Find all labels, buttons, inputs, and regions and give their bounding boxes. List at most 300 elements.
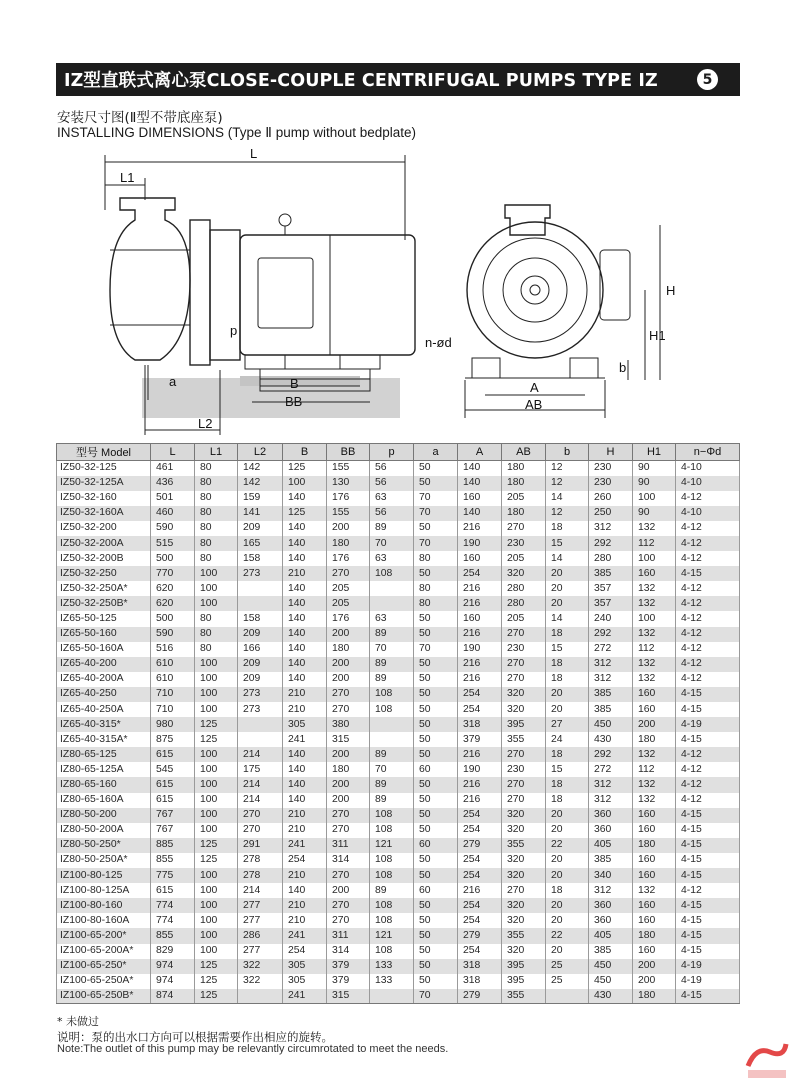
value-cell: 165 <box>238 536 283 551</box>
value-cell: 100 <box>195 566 238 581</box>
value-cell: 108 <box>370 687 414 702</box>
value-cell: 24 <box>546 732 589 747</box>
value-cell: 4-15 <box>676 944 740 959</box>
value-cell: 160 <box>458 611 502 626</box>
value-cell: 100 <box>195 581 238 596</box>
value-cell: 4-12 <box>676 672 740 687</box>
value-cell: 50 <box>414 657 458 672</box>
value-cell: 210 <box>283 808 327 823</box>
value-cell: 590 <box>151 521 195 536</box>
value-cell: 50 <box>414 868 458 883</box>
value-cell: 885 <box>151 838 195 853</box>
value-cell: 50 <box>414 808 458 823</box>
value-cell: 108 <box>370 913 414 928</box>
value-cell: 20 <box>546 868 589 883</box>
value-cell: 380 <box>327 717 370 732</box>
value-cell: 4-12 <box>676 491 740 506</box>
value-cell: 15 <box>546 762 589 777</box>
dim-label-b: b <box>619 360 627 375</box>
value-cell: 305 <box>283 959 327 974</box>
value-cell: 100 <box>195 808 238 823</box>
value-cell: 80 <box>195 611 238 626</box>
model-cell: IZ65-40-250A <box>57 702 151 717</box>
value-cell: 20 <box>546 808 589 823</box>
value-cell: 140 <box>283 596 327 611</box>
value-cell: 385 <box>589 566 633 581</box>
value-cell: 22 <box>546 838 589 853</box>
value-cell: 90 <box>633 476 676 491</box>
model-cell: IZ50-32-250B* <box>57 596 151 611</box>
value-cell: 241 <box>283 838 327 853</box>
value-cell: 56 <box>370 476 414 491</box>
value-cell: 320 <box>502 687 546 702</box>
table-row <box>57 732 740 747</box>
model-cell: IZ100-65-250* <box>57 959 151 974</box>
value-cell: 254 <box>458 944 502 959</box>
value-cell: 4-15 <box>676 732 740 747</box>
footnote-star: * 未做过 <box>57 1015 99 1028</box>
value-cell: 180 <box>502 461 546 476</box>
value-cell: 774 <box>151 913 195 928</box>
value-cell: 545 <box>151 762 195 777</box>
value-cell: 209 <box>238 627 283 642</box>
value-cell: 20 <box>546 913 589 928</box>
value-cell: 615 <box>151 883 195 898</box>
value-cell: 270 <box>327 566 370 581</box>
value-cell: 270 <box>238 823 283 838</box>
value-cell: 155 <box>327 461 370 476</box>
value-cell: 140 <box>283 657 327 672</box>
value-cell: 216 <box>458 747 502 762</box>
dimensions-table <box>56 443 740 1004</box>
value-cell: 210 <box>283 687 327 702</box>
value-cell: 4-10 <box>676 506 740 521</box>
table-row <box>57 702 740 717</box>
value-cell: 125 <box>283 506 327 521</box>
value-cell <box>238 717 283 732</box>
value-cell: 340 <box>589 868 633 883</box>
value-cell: 357 <box>589 596 633 611</box>
value-cell: 279 <box>458 928 502 943</box>
value-cell: 385 <box>589 702 633 717</box>
value-cell: 80 <box>414 581 458 596</box>
value-cell: 395 <box>502 717 546 732</box>
value-cell: 4-15 <box>676 702 740 717</box>
value-cell: 216 <box>458 596 502 611</box>
model-cell: IZ50-32-200 <box>57 521 151 536</box>
value-cell: 318 <box>458 959 502 974</box>
value-cell: 50 <box>414 959 458 974</box>
value-cell: 89 <box>370 883 414 898</box>
value-cell: 200 <box>327 521 370 536</box>
value-cell: 4-15 <box>676 853 740 868</box>
value-cell <box>238 732 283 747</box>
value-cell: 70 <box>414 989 458 1004</box>
value-cell: 89 <box>370 657 414 672</box>
value-cell: 133 <box>370 959 414 974</box>
value-cell: 4-15 <box>676 989 740 1004</box>
value-cell: 175 <box>238 762 283 777</box>
value-cell: 461 <box>151 461 195 476</box>
value-cell: 4-12 <box>676 611 740 626</box>
model-cell: IZ65-50-160A <box>57 642 151 657</box>
value-cell: 60 <box>414 762 458 777</box>
value-cell: 460 <box>151 506 195 521</box>
model-cell: IZ65-40-200A <box>57 672 151 687</box>
value-cell: 100 <box>633 611 676 626</box>
value-cell: 14 <box>546 551 589 566</box>
dim-label-L: L <box>250 146 258 161</box>
value-cell: 100 <box>195 913 238 928</box>
value-cell: 90 <box>633 506 676 521</box>
value-cell: 50 <box>414 672 458 687</box>
value-cell: 140 <box>283 581 327 596</box>
value-cell: 132 <box>633 883 676 898</box>
model-cell: IZ100-65-250A* <box>57 974 151 989</box>
model-cell: IZ50-32-250 <box>57 566 151 581</box>
value-cell: 620 <box>151 581 195 596</box>
value-cell: 100 <box>633 491 676 506</box>
table-row <box>57 793 740 808</box>
section-subtitle-cn: 安装尺寸图(Ⅱ型不带底座泵) <box>57 110 223 126</box>
footnote-cn: 说明：泵的出水口方向可以根据需要作出相应的旋转。 <box>57 1030 333 1044</box>
value-cell: 214 <box>238 793 283 808</box>
value-cell: 292 <box>589 536 633 551</box>
value-cell: 160 <box>633 702 676 717</box>
value-cell: 385 <box>589 944 633 959</box>
value-cell: 18 <box>546 777 589 792</box>
value-cell: 50 <box>414 687 458 702</box>
value-cell: 216 <box>458 672 502 687</box>
value-cell: 209 <box>238 657 283 672</box>
value-cell: 615 <box>151 747 195 762</box>
value-cell: 205 <box>327 581 370 596</box>
value-cell: 56 <box>370 461 414 476</box>
value-cell <box>238 596 283 611</box>
table-row <box>57 928 740 943</box>
value-cell: 216 <box>458 883 502 898</box>
value-cell: 20 <box>546 687 589 702</box>
value-cell: 140 <box>283 491 327 506</box>
value-cell: 70 <box>414 642 458 657</box>
value-cell: 50 <box>414 853 458 868</box>
value-cell: 254 <box>458 566 502 581</box>
value-cell: 214 <box>238 883 283 898</box>
value-cell: 50 <box>414 627 458 642</box>
value-cell: 311 <box>327 928 370 943</box>
value-cell: 20 <box>546 702 589 717</box>
value-cell: 140 <box>283 747 327 762</box>
value-cell: 279 <box>458 989 502 1004</box>
model-cell: IZ65-40-315* <box>57 717 151 732</box>
table-header-cell: B <box>283 444 327 461</box>
value-cell: 318 <box>458 974 502 989</box>
value-cell: 190 <box>458 536 502 551</box>
value-cell: 615 <box>151 777 195 792</box>
value-cell: 70 <box>414 536 458 551</box>
value-cell: 305 <box>283 974 327 989</box>
value-cell: 140 <box>283 762 327 777</box>
value-cell: 100 <box>195 777 238 792</box>
value-cell: 60 <box>414 838 458 853</box>
value-cell: 50 <box>414 944 458 959</box>
value-cell: 176 <box>327 551 370 566</box>
table-row <box>57 777 740 792</box>
value-cell: 125 <box>195 838 238 853</box>
value-cell: 292 <box>589 627 633 642</box>
value-cell: 155 <box>327 506 370 521</box>
value-cell: 108 <box>370 853 414 868</box>
value-cell: 980 <box>151 717 195 732</box>
value-cell: 855 <box>151 928 195 943</box>
value-cell: 140 <box>283 551 327 566</box>
model-cell: IZ80-50-200A <box>57 823 151 838</box>
value-cell: 70 <box>370 642 414 657</box>
table-row <box>57 521 740 536</box>
value-cell: 4-12 <box>676 536 740 551</box>
model-cell: IZ100-65-250B* <box>57 989 151 1004</box>
value-cell: 27 <box>546 717 589 732</box>
value-cell: 160 <box>633 823 676 838</box>
model-cell: IZ80-65-160A <box>57 793 151 808</box>
value-cell: 240 <box>589 611 633 626</box>
value-cell: 450 <box>589 717 633 732</box>
value-cell: 450 <box>589 974 633 989</box>
table-row <box>57 672 740 687</box>
value-cell: 355 <box>502 989 546 1004</box>
value-cell: 176 <box>327 491 370 506</box>
value-cell: 320 <box>502 566 546 581</box>
value-cell: 615 <box>151 793 195 808</box>
value-cell: 180 <box>327 762 370 777</box>
value-cell: 216 <box>458 627 502 642</box>
table-body <box>57 461 740 1004</box>
table-row <box>57 898 740 913</box>
value-cell: 80 <box>414 551 458 566</box>
value-cell: 50 <box>414 793 458 808</box>
value-cell: 312 <box>589 521 633 536</box>
value-cell: 4-12 <box>676 777 740 792</box>
value-cell: 357 <box>589 581 633 596</box>
watermark-logo-icon <box>744 1036 790 1082</box>
value-cell: 63 <box>370 611 414 626</box>
table-header-cell: BB <box>327 444 370 461</box>
value-cell: 272 <box>589 762 633 777</box>
value-cell: 610 <box>151 672 195 687</box>
value-cell: 112 <box>633 536 676 551</box>
value-cell: 320 <box>502 898 546 913</box>
value-cell: 80 <box>195 506 238 521</box>
value-cell: 132 <box>633 521 676 536</box>
model-cell: IZ65-40-250 <box>57 687 151 702</box>
value-cell: 14 <box>546 611 589 626</box>
value-cell: 250 <box>589 506 633 521</box>
value-cell: 100 <box>195 823 238 838</box>
value-cell: 180 <box>327 536 370 551</box>
value-cell: 125 <box>195 853 238 868</box>
value-cell: 20 <box>546 581 589 596</box>
value-cell: 125 <box>195 989 238 1004</box>
value-cell: 320 <box>502 853 546 868</box>
value-cell: 12 <box>546 506 589 521</box>
value-cell: 18 <box>546 672 589 687</box>
value-cell: 112 <box>633 762 676 777</box>
value-cell: 516 <box>151 642 195 657</box>
dim-label-A: A <box>530 380 539 395</box>
value-cell: 205 <box>327 596 370 611</box>
value-cell: 205 <box>502 551 546 566</box>
value-cell: 108 <box>370 898 414 913</box>
value-cell: 56 <box>370 506 414 521</box>
value-cell: 200 <box>327 747 370 762</box>
value-cell <box>370 989 414 1004</box>
table-header-cell: p <box>370 444 414 461</box>
value-cell: 140 <box>283 777 327 792</box>
value-cell: 108 <box>370 868 414 883</box>
value-cell: 320 <box>502 808 546 823</box>
page-title-bar <box>56 63 740 96</box>
value-cell: 100 <box>195 898 238 913</box>
table-row <box>57 974 740 989</box>
value-cell: 89 <box>370 627 414 642</box>
table-row <box>57 959 740 974</box>
value-cell: 355 <box>502 732 546 747</box>
value-cell: 100 <box>195 596 238 611</box>
value-cell <box>370 581 414 596</box>
value-cell: 108 <box>370 808 414 823</box>
value-cell: 4-19 <box>676 974 740 989</box>
value-cell: 200 <box>327 627 370 642</box>
value-cell: 100 <box>195 928 238 943</box>
value-cell: 4-12 <box>676 747 740 762</box>
value-cell: 160 <box>633 868 676 883</box>
value-cell: 515 <box>151 536 195 551</box>
value-cell: 875 <box>151 732 195 747</box>
table-header-cell: a <box>414 444 458 461</box>
table-row <box>57 868 740 883</box>
value-cell: 100 <box>195 747 238 762</box>
ground-foundation <box>142 376 400 418</box>
value-cell: 4-12 <box>676 521 740 536</box>
value-cell: 18 <box>546 521 589 536</box>
value-cell: 200 <box>327 777 370 792</box>
value-cell: 270 <box>327 702 370 717</box>
model-cell: IZ65-50-160 <box>57 627 151 642</box>
value-cell: 80 <box>195 521 238 536</box>
table-row <box>57 596 740 611</box>
value-cell: 80 <box>195 627 238 642</box>
value-cell: 254 <box>458 898 502 913</box>
table-row <box>57 913 740 928</box>
model-cell: IZ100-65-200* <box>57 928 151 943</box>
value-cell: 20 <box>546 853 589 868</box>
value-cell: 89 <box>370 777 414 792</box>
value-cell: 132 <box>633 627 676 642</box>
value-cell: 160 <box>633 808 676 823</box>
value-cell: 590 <box>151 627 195 642</box>
dim-label-H: H <box>666 283 676 298</box>
value-cell: 108 <box>370 566 414 581</box>
value-cell: 286 <box>238 928 283 943</box>
value-cell: 314 <box>327 853 370 868</box>
model-cell: IZ50-32-250A* <box>57 581 151 596</box>
value-cell: 160 <box>458 491 502 506</box>
value-cell: 80 <box>195 476 238 491</box>
value-cell: 210 <box>283 898 327 913</box>
table-row <box>57 642 740 657</box>
value-cell: 315 <box>327 732 370 747</box>
value-cell: 974 <box>151 974 195 989</box>
dim-label-a: a <box>169 374 177 389</box>
value-cell: 500 <box>151 611 195 626</box>
value-cell: 80 <box>195 461 238 476</box>
installation-drawing <box>80 140 730 440</box>
value-cell: 50 <box>414 732 458 747</box>
model-cell: IZ65-50-125 <box>57 611 151 626</box>
value-cell: 4-12 <box>676 883 740 898</box>
model-cell: IZ80-65-160 <box>57 777 151 792</box>
value-cell: 254 <box>458 808 502 823</box>
value-cell: 216 <box>458 777 502 792</box>
value-cell: 855 <box>151 853 195 868</box>
value-cell: 132 <box>633 672 676 687</box>
value-cell <box>238 581 283 596</box>
value-cell: 121 <box>370 928 414 943</box>
value-cell: 500 <box>151 551 195 566</box>
value-cell: 125 <box>195 717 238 732</box>
value-cell: 4-12 <box>676 596 740 611</box>
value-cell: 20 <box>546 944 589 959</box>
value-cell: 273 <box>238 566 283 581</box>
value-cell: 450 <box>589 959 633 974</box>
value-cell: 4-15 <box>676 868 740 883</box>
value-cell: 254 <box>458 702 502 717</box>
table-row <box>57 687 740 702</box>
value-cell: 270 <box>502 747 546 762</box>
value-cell: 230 <box>589 461 633 476</box>
value-cell: 360 <box>589 808 633 823</box>
value-cell: 63 <box>370 491 414 506</box>
value-cell: 4-12 <box>676 762 740 777</box>
value-cell: 132 <box>633 793 676 808</box>
value-cell: 216 <box>458 657 502 672</box>
value-cell: 320 <box>502 823 546 838</box>
value-cell: 210 <box>283 566 327 581</box>
footnote-en: Note:The outlet of this pump may be relevantly circumrotated to meet the needs. <box>57 1043 449 1055</box>
value-cell: 132 <box>633 777 676 792</box>
value-cell: 50 <box>414 928 458 943</box>
table-header-cell: A <box>458 444 502 461</box>
value-cell: 140 <box>283 793 327 808</box>
value-cell: 270 <box>327 808 370 823</box>
value-cell: 89 <box>370 521 414 536</box>
value-cell: 50 <box>414 476 458 491</box>
value-cell: 130 <box>327 476 370 491</box>
value-cell: 430 <box>589 989 633 1004</box>
value-cell: 280 <box>502 581 546 596</box>
value-cell: 50 <box>414 717 458 732</box>
value-cell: 160 <box>633 566 676 581</box>
model-cell: IZ50-32-200A <box>57 536 151 551</box>
value-cell: 230 <box>502 536 546 551</box>
table-row <box>57 808 740 823</box>
table-row <box>57 611 740 626</box>
model-cell: IZ80-65-125A <box>57 762 151 777</box>
model-cell: IZ80-50-250A* <box>57 853 151 868</box>
value-cell: 395 <box>502 959 546 974</box>
value-cell <box>546 989 589 1004</box>
value-cell: 141 <box>238 506 283 521</box>
